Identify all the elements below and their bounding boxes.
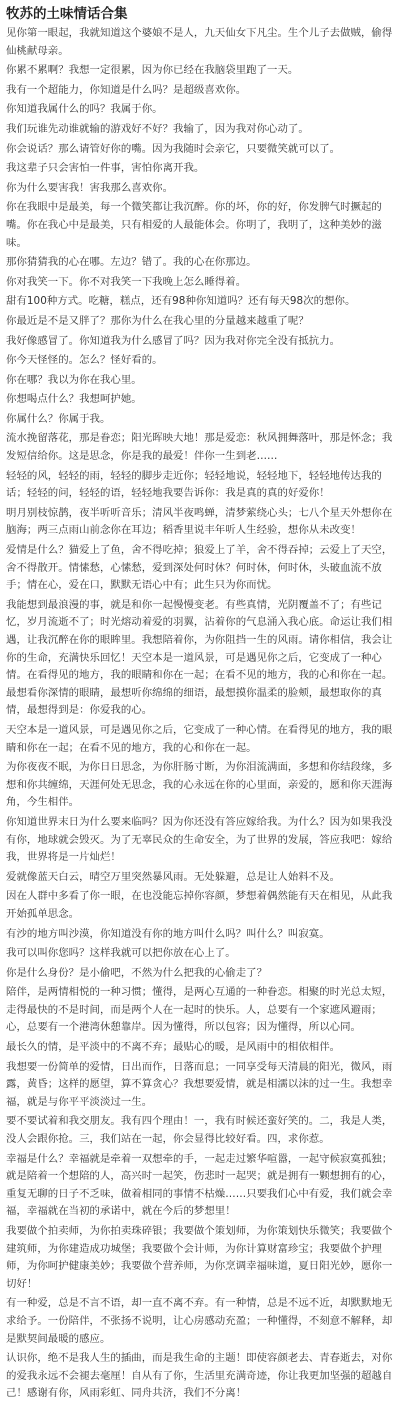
paragraph: 你对我笑一下。你不对我笑一下我晚上怎么睡得着。	[6, 275, 247, 288]
paragraph: 你知道我属什么的吗？我属于你。	[6, 103, 163, 116]
paragraph: 天空本是一道风景，可是遇见你之后，它变成了一种心情。在看得见的地方，我的眼睛和你在一起；在看不见的地方，我的心和你在一起。	[6, 723, 393, 754]
paragraph: 我可以叫你您吗？这样我就可以把你放在心上了。	[6, 947, 236, 960]
paragraph: 有沙的地方叫沙漠，你知道没有你的地方叫什么吗？叫什么？叫寂寞。	[6, 927, 330, 940]
paragraph: 我能想到最浪漫的事，就是和你一起慢慢变老。有些真情，光阴覆盖不了；有些记忆，岁月流逝不了；时光熔动着爱的羽翼，沾着你的气息涌入我心底。命运让我们相遇，让我沉醉在你的眼眸里。我想陪着你，为你阻挡一生的风雨。请你相信，我会让你的生命，充满快乐回忆！天空本是一道风景，可是遇见你之后，它变成了一种心情。在看得见的地方，我的眼睛和你在一起；在看不见的地方，我的心和你在一起。最想看你深情的眼睛，最想听你绵绵的细语，最想摸你温柔的脸颊，最想取你的真情，最想得到是：你爱我的心。	[6, 598, 393, 717]
paragraph: 见你第一眼起，我就知道这个婆娘不是人，九天仙女下凡尘。生个儿子去做贼，偷得仙桃献母亲。	[6, 27, 393, 57]
paragraph: 幸福是什么？幸福就是牵着一双想牵的手，一起走过繁华喧嚣，一起守候寂寞孤独；就是陪着一个想陪的人，高兴时一起笑，伤悲时一起哭；就是拥有一颗想拥有的心，重复无聊的日子不乏味，做着相同的事情不枯燥……只要我们心中有爱，我们就会幸福，幸福就在当初的承诺中，就在今后的梦想里！	[6, 1152, 393, 1218]
paragraph: 认识你，绝不是我人生的插曲，而是我生命的主题！即使容颜老去、青春逝去，对你的爱我永远不会褪去毫厘！自从有了你，生活里充满奇迹，你让我更加坚强的超越自己！感谢有你，风雨彩虹、同舟共济，我们不分离！	[6, 1352, 393, 1400]
paragraph: 陪伴，是两情相悦的一种习惯；懂得，是两心互通的一种眷恋。相聚的时光总太短，走得最快的不是时间，而是两个人在一起时的快乐。人，总要有一个家遮风避雨；心，总要有一个港湾休憩靠岸。因为懂得，所以包容；因为懂得，所以心同。	[6, 986, 393, 1034]
paragraph: 我这辈子只会害怕一件事，害怕你离开我。	[6, 162, 205, 175]
paragraph: 我们玩谁先动谁就输的游戏好不好？我输了，因为我对你心动了。	[6, 122, 309, 135]
paragraph: 明月别枝惊鹊，夜半听听音乐；清风半夜鸣蝉，清梦萦绕心头；七八个星天外想你在脑海；两三点雨山前念你在耳边；稻香里说丰年听人生经验，想你从未改变！	[6, 506, 393, 537]
paragraph: 你在哪？我以为你在我心里。	[6, 373, 142, 386]
paragraph: 你会说话？那么请管好你的嘴。因为我随时会亲它，只要微笑就可以了。	[6, 142, 341, 155]
article-body	[6, 25, 394, 1403]
paragraph: 你累不累啊？我想一定很累，因为你已经在我脑袋里跑了一天。	[6, 64, 299, 77]
paragraph: 你为什么要害我！害我那么喜欢你。	[6, 181, 174, 194]
paragraph: 流水挽留落花，那是眷恋；阳光晖映大地！那是爱恋：秋风拥舞落叶，那是怀念；我发短信给你。这是思念，你是我的最爱！伴你一生到老……	[6, 432, 393, 463]
paragraph: 你今天怪怪的。怎么？怪好看的。	[6, 354, 163, 367]
paragraph: 要不要试着和我交朋友。我有四个理由！一，我有时候还蛮好笑的。二，我是人类，没人会跟你抢。三，我们站在一起，你会显得比较好看。四，求你惹。	[6, 1115, 393, 1146]
paragraph: 有一种爱，总是不言不语，却一直不离不弃。有一种情，总是不远不近，却默默地无求给予。一份陪伴，不张扬不说明，让心房感动充盈；一种懂得，不刻意不解释，却是默契间最暖的感应。	[6, 1297, 393, 1345]
paragraph: 你最近是不是又胖了？那你为什么在我心里的分量越来越重了呢？	[6, 314, 309, 327]
paragraph: 你在我眼中是最美，每一个微笑都让我沉醉。你的坏，你的好，你发脾气时撅起的嘴。你在我心中是最美，只有相爱的人最能体会。你明了，我明了，这种美妙的滋味。	[6, 201, 382, 249]
paragraph: 你知道世界末日为什么要来临吗？因为你还没有答应嫁给我。为什么？因为如果我没有你，地球就会毁灭。为了无辜民众的生命安全，为了世界的发展，答应我吧：嫁给我，世界将是一片灿烂！	[6, 815, 393, 864]
paragraph: 最长久的情，是平淡中的不离不弃；最贴心的暖，是风雨中的相依相伴。	[6, 1041, 341, 1054]
paragraph: 你是什么身份？是小偷吧，不然为什么把我的心偷走了？	[6, 966, 268, 979]
paragraph: 我有一个超能力，你知道是什么吗？是超级喜欢你。	[6, 83, 247, 96]
paragraph: 我想要一份简单的爱情，日出而作，日落而息；一同享受每天清晨的阳光，微风，雨露，黄昏；这样的愿望，算不算贪心？我想要爱情，就是相濡以沫的过一生。我想幸福，就是与你平平淡淡过一生。	[6, 1060, 393, 1108]
article-title: 牧苏的土味情话合集	[6, 6, 128, 22]
paragraph: 轻轻的风，轻轻的雨，轻轻的脚步走近你；轻轻地说，轻轻地下，轻轻地传达我的话；轻轻的问，轻轻的语，轻轻地我要告诉你：我是真的真的好爱你！	[6, 469, 382, 500]
paragraph: 为你夜夜不眠，为你日日思念，为你肝肠寸断，为你泪流满面，多想和你结段缘，多想和你共缠绵，天涯何处无思念，我的心永远在你的心里面，亲爱的，愿和你天涯海角，今生相伴。	[6, 761, 393, 809]
paragraph: 你想喝点什么？我想呵护她。	[6, 393, 142, 406]
paragraph: 因在人群中多看了你一眼，在也没能忘掉你容颜，梦想着偶然能有天在相见，从此我开始孤单思念。	[6, 890, 393, 920]
paragraph: 你属什么？你属于我。	[6, 412, 111, 425]
paragraph: 我好像感冒了。你知道我为什么感冒了吗？因为我对你完全没有抵抗力。	[6, 334, 341, 347]
paragraph: 我要做个拍卖师，为你拍卖珠碎银；我要做个策划师，为你策划快乐微笑；我要做个建筑师，为你建造成功城堡；我要做个会计师，为你计算财富珍宝；我要做个护理师，为你呵护健康美妙；我要做个营养师，为你烹调幸福味道，夏日阳光妙，愿你一切好！	[6, 1225, 393, 1290]
paragraph: 那你猜猜我的心在哪。左边？错了。我的心在你那边。	[6, 256, 257, 269]
paragraph: 爱就像蓝天白云，晴空万里突然暴风雨。无处躲避，总是让人始料不及。	[6, 870, 341, 883]
paragraph: 甜有100种方式。吃糖，糕点，还有98种你知道吗？还有每天98次的想你。	[6, 295, 356, 308]
paragraph: 爱情是什么？猫爱上了鱼，舍不得吃掉；狼爱上了羊，舍不得吞掉；云爱上了天空，舍不得散开。情愫愁，心愫愁，爱到深处何时休？何时休，何时休，头破血流不放手；情在心，爱在口，默默无语心中有；此生只为你而忧。	[6, 544, 393, 592]
